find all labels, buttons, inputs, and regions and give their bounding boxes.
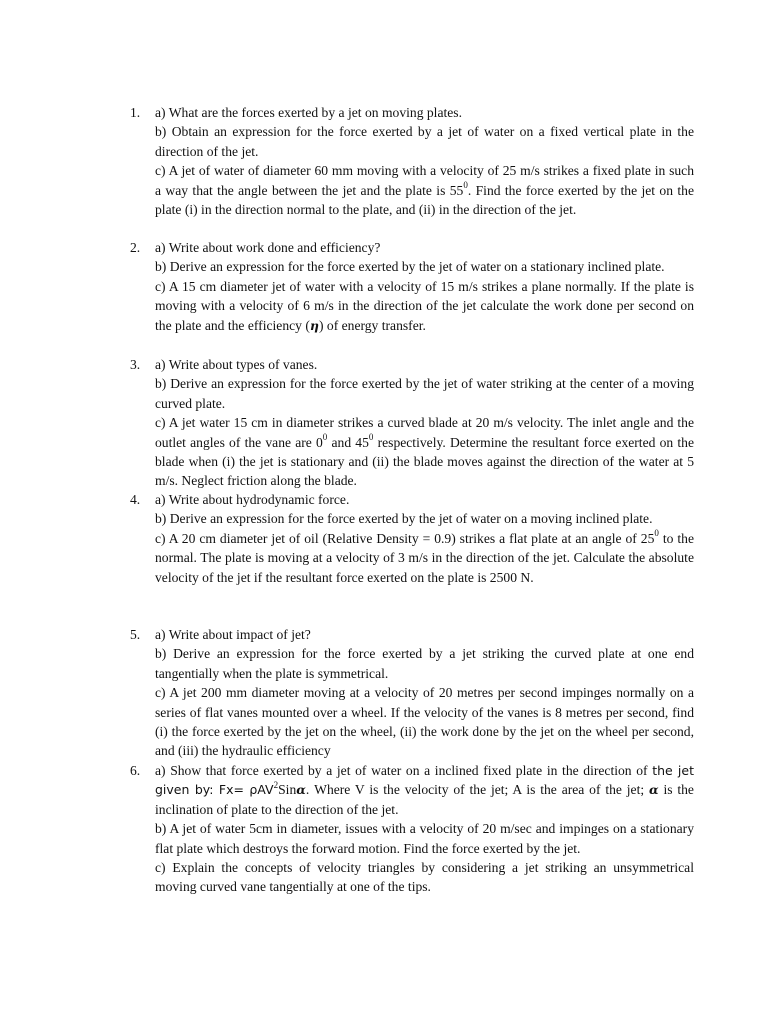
question-4 [130, 490, 694, 587]
question-part: c) Explain the concepts of velocity triangles by considering a jet striking an unsymmetrical moving curved vane tangentially at one of the tips. [155, 860, 694, 895]
question-number: 5. [130, 627, 141, 642]
question-part: b) Obtain an expression for the force exerted by a jet of water on a fixed vertical plate in the direction of the jet. [155, 124, 694, 159]
eta-symbol: η [309, 317, 319, 333]
question-part: a) What are the forces exerted by a jet on moving plates. [155, 105, 462, 120]
question-number: 3. [130, 357, 141, 372]
question-part: b) A jet of water 5cm in diameter, issues with a velocity of 20 m/sec and impinges on a stationary flat plate which destroys the forward motion. Find the force exerted by the jet. [155, 821, 694, 856]
question-part: b) Derive an expression for the force exerted by the jet of water on a stationary inclined plate. [155, 259, 665, 275]
question-part: c) A jet 200 mm diameter moving at a velocity of 20 metres per second impinges normally on a series of flat vanes mounted over a wheel. If the velocity of the vanes is 8 metres per second, find (i) the force exerted by the jet on the wheel, (ii) the work done by the jet on the wheel per second, and (iii) the hydraulic efficiency [155, 685, 694, 759]
question-3 [130, 355, 694, 491]
question-part: b) Derive an expression for the force exerted by the jet of water striking at the center of a moving curved plate. [155, 376, 694, 411]
question-part: a) Write about types of vanes. [155, 357, 318, 372]
question-part: c) A 20 cm diameter jet of oil (Relative Density = 0.9) strikes a flat plate at an angle of $25^0$ to the normal. The plate is moving at a velocity of 3 m/s in the direction of the jet. Calculate the absolute velocity of the jet if the resultant force exerted on the plate is 2500 N. [155, 528, 694, 585]
force-formula: the jet given by: Fx= ρAV [155, 763, 694, 798]
question-part: c) A 15 cm diameter jet of water with a velocity of 15 m/s strikes a plane normally. If the plate is moving with a velocity of 6 m/s in the direction of the jet calculate the work done per second on the plate and the efficiency (η) of energy transfer. [155, 278, 694, 333]
question-part: c) A jet water 15 cm in diameter strikes a curved blade at 20 m/s velocity. The inlet angle and the outlet angles of the vane are $0^0$ and $45^0$ respectively. Determine the resultant force exerted on the blade when (i) the jet is stationary and (ii) the blade moves against the direction of the water at 5 m/s. Neglect friction along the blade. [155, 415, 694, 489]
question-number: 2. [130, 240, 141, 255]
question-part: a) Write about hydrodynamic force. [155, 492, 350, 507]
question-part: c) A jet of water of diameter 60 mm moving with a velocity of 25 m/s strikes a fixed plate in such a way that the angle between the jet and the plate is $55^0$. Find the force exerted by the jet on the plate (i) in the direction normal to the plate, and (ii) in the direction of the jet. [155, 163, 695, 218]
alpha-symbol: α [296, 782, 306, 798]
question-number: 6. [130, 763, 141, 778]
question-6 [130, 761, 694, 897]
alpha-symbol: α [648, 782, 659, 798]
question-part: a) Write about impact of jet? [155, 627, 311, 642]
question-number: 1. [130, 105, 141, 120]
question-part: b) Derive an expression for the force exerted by the jet of water on a moving inclined plate. [155, 511, 653, 527]
question-2 [130, 238, 694, 335]
question-part: a) Show that force exerted by a jet of water on a inclined fixed plate in the direction of the jet given by: Fx= ρAV$^2$Sinα. Where V is the velocity of the jet; A is the area of the jet; α is the inclination of plate to the direction of the jet. [155, 763, 694, 817]
question-number: 4. [130, 492, 141, 507]
question-1 [130, 103, 694, 219]
question-part: a) Write about work done and efficiency? [155, 240, 381, 255]
question-part: b) Derive an expression for the force exerted by a jet striking the curved plate at one end tangentially when the plate is symmetrical. [155, 646, 694, 681]
question-5 [130, 625, 694, 761]
